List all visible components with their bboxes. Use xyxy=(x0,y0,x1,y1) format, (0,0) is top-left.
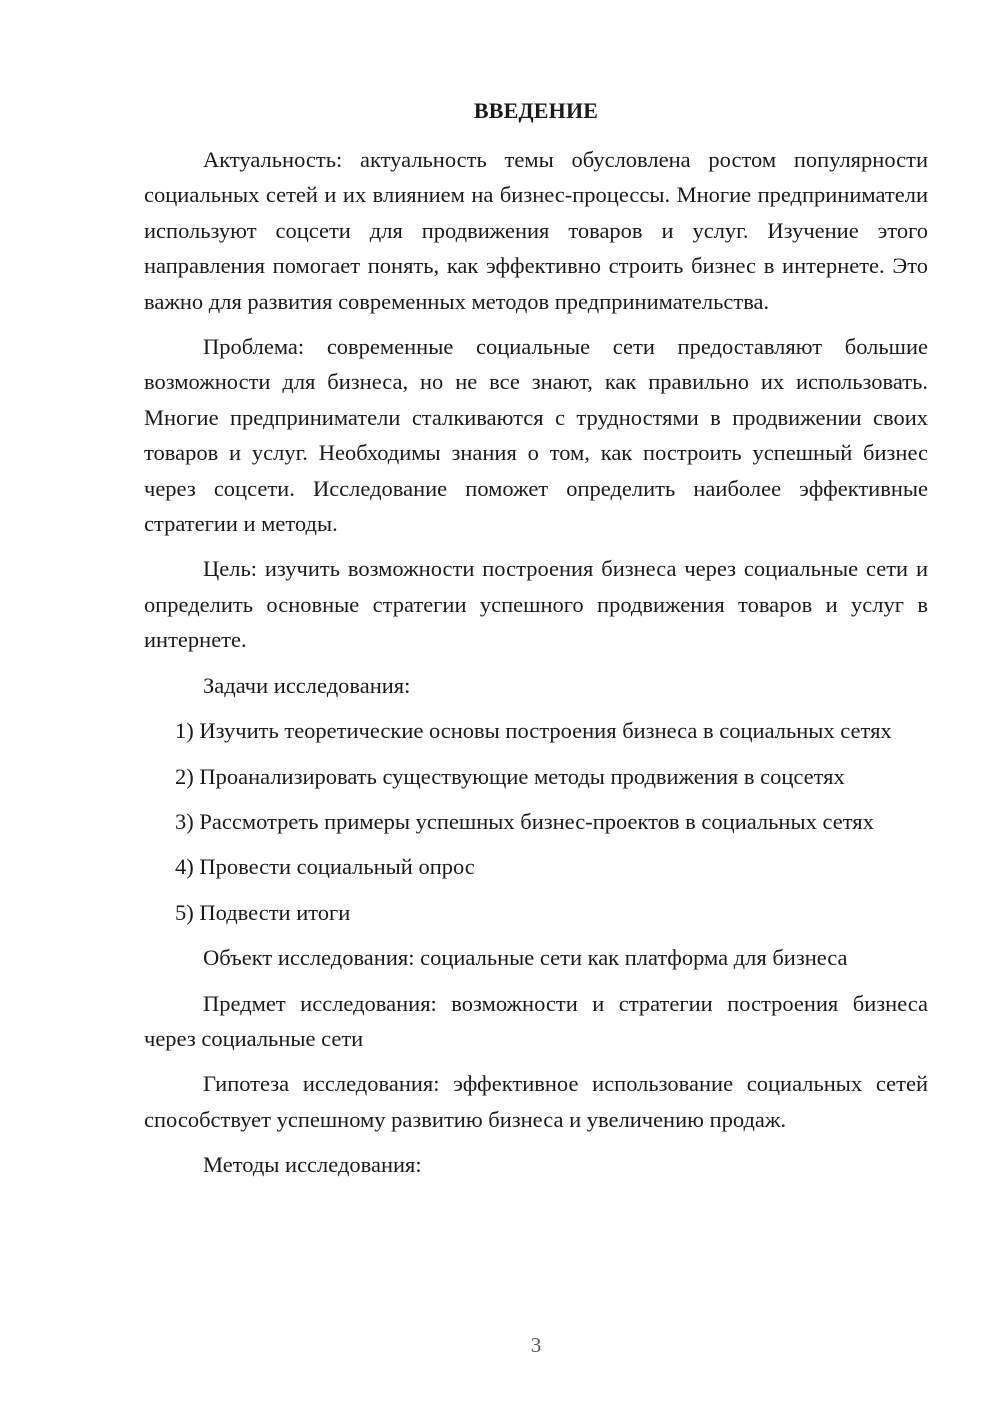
page-title: ВВЕДЕНИЕ xyxy=(473,98,599,123)
paragraph-subject: Предмет исследования: возможности и стратегии построения бизнеса через социальные сети xyxy=(144,990,928,1051)
task-item-2: 2) Проанализировать существующие методы продвижения в соцсетях xyxy=(175,763,845,789)
task-item-1: 1) Изучить теоретические основы построения бизнеса в социальных сетях xyxy=(175,718,892,744)
paragraph-methods: Методы исследования: xyxy=(203,1152,422,1178)
page-number: 3 xyxy=(530,1333,542,1357)
task-item-5: 5) Подвести итоги xyxy=(175,899,351,925)
document-body xyxy=(144,142,928,1193)
paragraph-relevance: Актуальность: актуальность темы обусловлена ростом популярности социальных сетей и их влиянием на бизнес-процессы. Многие предприниматели используют соцсети для продвижения товаров и услуг. Изучение этого направления помогает понять, как эффективно строить бизнес в интернете. Это важно для развития современных методов предпринимательства. xyxy=(144,147,928,314)
task-item-4: 4) Провести социальный опрос xyxy=(175,854,475,880)
paragraph-problem: Проблема: современные социальные сети предоставляют большие возможности для бизнеса, но не все знают, как правильно их использовать. Многие предприниматели сталкиваются с трудностями в продвижении своих товаров и услуг. Необходимы знания о том, как построить успешный бизнес через соцсети. Исследование поможет определить наиболее эффективные стратегии и методы. xyxy=(144,334,928,537)
task-item-3: 3) Рассмотреть примеры успешных бизнес-проектов в социальных сетях xyxy=(175,808,874,834)
paragraph-goal: Цель: изучить возможности построения бизнеса через социальные сети и определить основные стратегии успешного продвижения товаров и услуг в интернете. xyxy=(144,556,928,653)
paragraph-hypothesis: Гипотеза исследования: эффективное использование социальных сетей способствует успешному развитию бизнеса и увеличению продаж. xyxy=(144,1071,928,1132)
paragraph-tasks-heading: Задачи исследования: xyxy=(203,672,411,698)
paragraph-object: Объект исследования: социальные сети как платформа для бизнеса xyxy=(203,945,848,971)
